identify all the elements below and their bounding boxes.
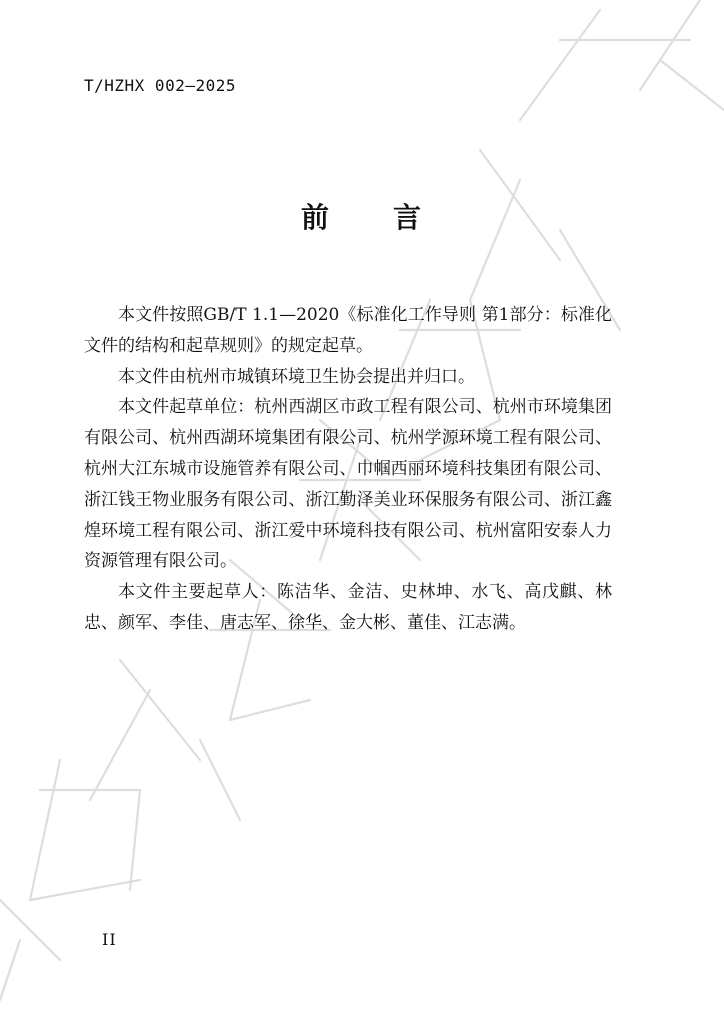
- title-char-1: 前: [300, 201, 331, 234]
- paragraph-proposer: 本文件由杭州市城镇环境卫生协会提出并归口。: [118, 366, 475, 387]
- page-number: II: [102, 930, 117, 949]
- page-title: [0, 196, 724, 236]
- title-char-2: 言: [393, 201, 424, 234]
- body-text: [84, 300, 612, 639]
- paragraph-drafters: 本文件主要起草人：陈洁华、金洁、史林坤、水飞、高戊麒、林忠、颜军、李佳、唐志军、徐华、金大彬、董佳、江志满。: [84, 582, 612, 633]
- paragraph-drafting-units: 本文件起草单位：杭州西湖区市政工程有限公司、杭州市环境集团有限公司、杭州西湖环境集团有限公司、杭州学源环境工程有限公司、杭州大江东城市设施管养有限公司、巾帼西丽环境科技集团有限公司、浙江钱王物业服务有限公司、浙江勤泽美业环保服务有限公司、浙江鑫煌环境工程有限公司、浙江爱中环境科技有限公司、杭州富阳安泰人力资源管理有限公司。: [84, 397, 612, 572]
- document-code: T/HZHX 002—2025: [84, 76, 236, 95]
- paragraph-drafting-rules: 本文件按照GB/T 1.1—2020《标准化工作导则 第1部分：标准化文件的结构和起草规则》的规定起草。: [84, 305, 612, 356]
